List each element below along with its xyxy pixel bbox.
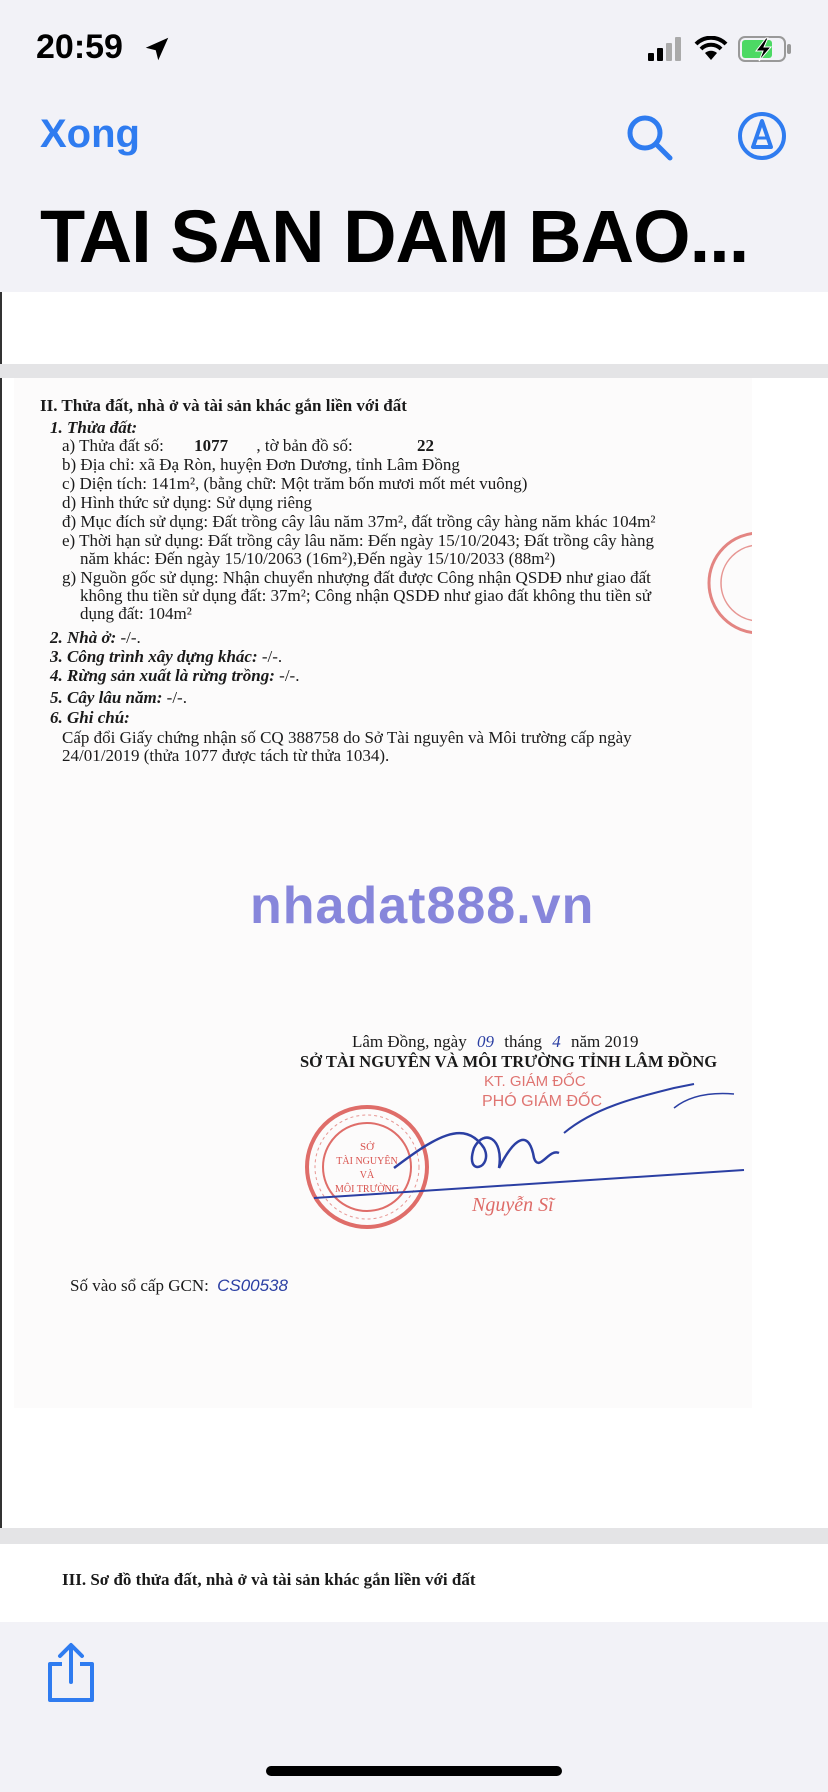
svg-text:SỞ: SỞ — [359, 1141, 375, 1153]
register-line: Số vào sổ cấp GCN: CS00538 — [70, 1276, 288, 1295]
item-6-title: 6. Ghi chú: — [50, 708, 130, 727]
signature-kt: KT. GIÁM ĐỐC — [484, 1073, 586, 1090]
parcel-number: 1077 — [194, 436, 229, 455]
usage-form-line: d) Hình thức sử dụng: Sử dụng riêng — [62, 493, 313, 512]
signature-role: PHÓ GIÁM ĐỐC — [482, 1093, 603, 1110]
location-arrow-icon — [142, 34, 172, 64]
origin-line-2: không thu tiền sử dụng đất: 37m²; Công nhận QSDĐ như giao đất không thu tiền sử — [80, 586, 652, 605]
cellular-signal-icon — [648, 37, 684, 61]
term-line-2: năm khác: Đến ngày 15/10/2063 (16m²),Đến ngày 15/10/2033 (88m²) — [80, 549, 556, 568]
status-indicators — [648, 34, 792, 64]
section-2-title: II. Thửa đất, nhà ở và tài sản khác gắn liền với đất — [40, 396, 407, 415]
section-3-title: III. Sơ đồ thửa đất, nhà ở và tài sản khác gắn liền với đất — [62, 1570, 476, 1589]
note-line-1: Cấp đổi Giấy chứng nhận số CQ 388758 do Sở Tài nguyên và Môi trường cấp ngày — [62, 728, 632, 747]
term-line-1: e) Thời hạn sử dụng: Đất trồng cây lâu năm: Đến ngày 15/10/2043; Đất trồng cây hàng — [62, 531, 654, 550]
issue-day: 09 — [476, 1032, 494, 1051]
item-1-title: 1. Thửa đất: — [50, 418, 138, 437]
wifi-icon — [694, 36, 728, 62]
search-icon[interactable] — [624, 112, 674, 162]
svg-text:MÔI TRƯỜNG: MÔI TRƯỜNG — [335, 1184, 399, 1195]
status-bar — [0, 0, 828, 100]
origin-line-3: dụng đất: 104m² — [80, 604, 192, 623]
scanned-certificate — [14, 378, 752, 1408]
document-viewer[interactable] — [0, 292, 828, 1622]
partial-seal-icon — [704, 528, 752, 638]
item-3: 3. Công trình xây dựng khác: -/-. — [50, 647, 283, 666]
share-icon[interactable] — [44, 1642, 98, 1704]
map-sheet-number: 22 — [417, 436, 435, 455]
issuing-authority: SỞ TÀI NGUYÊN VÀ MÔI TRƯỜNG TỈNH LÂM ĐỒNG — [300, 1052, 718, 1071]
page-3 — [0, 1544, 828, 1622]
item-5: 5. Cây lâu năm: -/-. — [50, 688, 187, 707]
status-time: 20:59 — [36, 28, 123, 66]
address-line: b) Địa chỉ: xã Đạ Ròn, huyện Đơn Dương, tỉnh Lâm Đồng — [62, 455, 460, 474]
origin-line-1: g) Nguồn gốc sử dụng: Nhận chuyển nhượng đất được Công nhận QSDĐ như giao đất — [62, 568, 651, 587]
svg-text:TÀI NGUYÊN: TÀI NGUYÊN — [336, 1156, 398, 1167]
issue-month: 4 — [552, 1032, 561, 1051]
battery-charging-icon — [738, 35, 792, 63]
item-4: 4. Rừng sản xuất là rừng trồng: -/-. — [50, 666, 300, 685]
signer-name: Nguyễn Sĩ — [472, 1194, 554, 1216]
page-1 — [0, 292, 828, 364]
done-button[interactable]: Xong — [40, 112, 140, 156]
register-number: CS00538 — [217, 1276, 288, 1295]
home-indicator[interactable] — [266, 1766, 562, 1776]
document-title: TAI SAN DAM BAO... — [40, 195, 749, 278]
parcel-line: a) Thửa đất số: 1077 , tờ bản đồ số: 22 — [62, 436, 435, 455]
markup-pen-icon[interactable] — [736, 110, 788, 162]
issue-date-line: Lâm Đồng, ngày 09 tháng 4 năm 2019 — [352, 1032, 639, 1051]
item-2: 2. Nhà ở: -/-. — [50, 628, 141, 647]
watermark: nhadat888.vn — [250, 877, 595, 935]
purpose-line: đ) Mục đích sử dụng: Đất trồng cây lâu năm 37m², đất trồng cây hàng năm khác 104m² — [62, 512, 656, 531]
svg-text:VÀ: VÀ — [359, 1170, 375, 1181]
area-line: c) Diện tích: 141m², (bằng chữ: Một trăm bốn mươi mốt mét vuông) — [62, 474, 528, 493]
note-line-2: 24/01/2019 (thửa 1077 được tách từ thửa 1034). — [62, 746, 390, 765]
page-2 — [0, 378, 828, 1528]
